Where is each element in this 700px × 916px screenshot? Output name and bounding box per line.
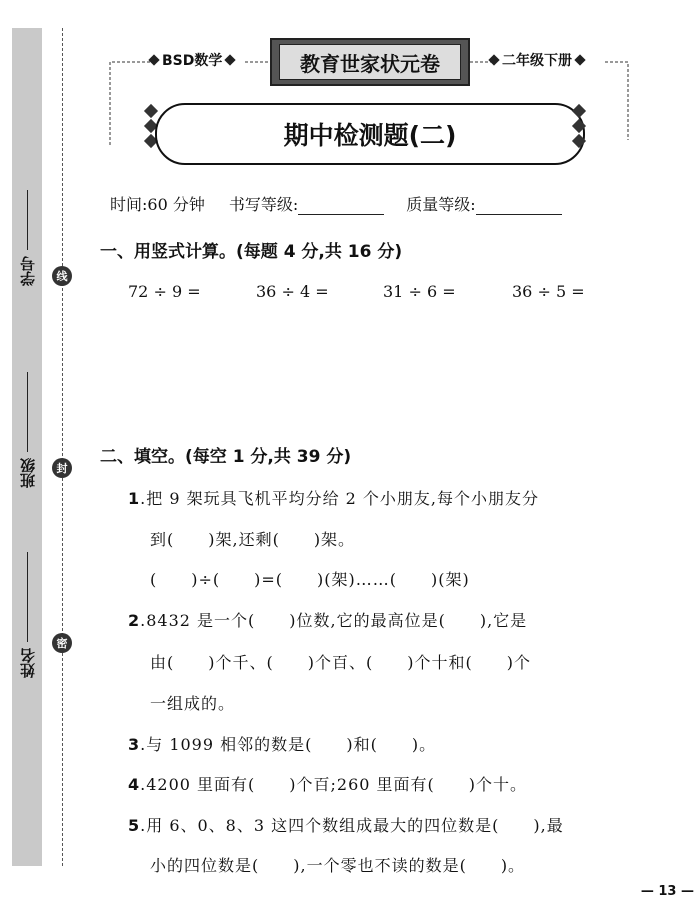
field-label: 班级 bbox=[18, 458, 37, 488]
question-2-line3: 一组成的。 bbox=[150, 694, 236, 713]
calc-problem: 36 ÷ 5 = bbox=[512, 282, 585, 301]
seal-line: 线 bbox=[52, 266, 72, 286]
calc-problem: 36 ÷ 4 = bbox=[256, 282, 329, 301]
question-text: .8432 是一个( )位数,它的最高位是( ),它是 bbox=[140, 611, 528, 630]
exam-title: 期中检测题(二) bbox=[155, 103, 585, 165]
question-5-line2: 小的四位数是( ),一个零也不读的数是( )。 bbox=[150, 856, 526, 875]
time-limit: 时间:60 分钟 bbox=[110, 195, 205, 214]
question-1-line1 bbox=[128, 486, 539, 509]
diamond-icon bbox=[574, 54, 585, 65]
header-connectors bbox=[0, 0, 700, 200]
question-2-line2: 由( )个千、( )个百、( )个十和( )个 bbox=[150, 653, 531, 672]
section1-title: 一、用竖式计算。(每题 4 分,共 16 分) bbox=[100, 242, 403, 262]
quality-grade-blank[interactable] bbox=[476, 196, 562, 215]
question-number: 3 bbox=[128, 735, 141, 754]
quality-grade-label: 质量等级: bbox=[406, 195, 476, 214]
page-number: — 13 — bbox=[640, 884, 694, 899]
side-field-class bbox=[12, 372, 42, 488]
diamond-icon bbox=[488, 54, 499, 65]
field-label: 姓名 bbox=[18, 648, 37, 678]
diamond-icon bbox=[572, 119, 586, 133]
right-diamond-stack bbox=[574, 106, 584, 146]
series-title-scroll bbox=[270, 38, 470, 86]
diamond-icon bbox=[225, 54, 236, 65]
question-3 bbox=[128, 732, 436, 755]
question-text: .与 1099 相邻的数是( )和( )。 bbox=[140, 735, 437, 754]
field-line bbox=[27, 372, 28, 452]
writing-grade-blank[interactable] bbox=[298, 196, 384, 215]
series-title: 教育世家状元卷 bbox=[279, 44, 461, 80]
question-number: 2 bbox=[128, 611, 141, 630]
question-text: .用 6、0、8、3 这四个数组成最大的四位数是( ),最 bbox=[140, 816, 564, 835]
subject-label: BSD数学 bbox=[162, 53, 223, 69]
question-text: .4200 里面有( )个百;260 里面有( )个十。 bbox=[140, 775, 528, 794]
side-field-name bbox=[12, 552, 42, 678]
seal-seal: 封 bbox=[52, 458, 72, 478]
diamond-icon bbox=[144, 104, 158, 118]
question-2-line1 bbox=[128, 608, 527, 631]
grade-tag bbox=[490, 50, 584, 70]
field-label: 学号 bbox=[18, 256, 37, 286]
calc-problem: 31 ÷ 6 = bbox=[383, 282, 456, 301]
question-number: 4 bbox=[128, 775, 141, 794]
question-number: 5 bbox=[128, 816, 141, 835]
diamond-icon bbox=[148, 54, 159, 65]
question-1-line2: 到( )架,还剩( )架。 bbox=[150, 530, 356, 549]
exam-meta bbox=[110, 192, 584, 215]
subject-tag bbox=[150, 50, 234, 70]
section2-title: 二、填空。(每空 1 分,共 39 分) bbox=[100, 447, 352, 467]
question-text: .把 9 架玩具飞机平均分给 2 个小朋友,每个小朋友分 bbox=[140, 489, 540, 508]
writing-grade-label: 书写等级: bbox=[228, 195, 299, 214]
diamond-icon bbox=[572, 104, 586, 118]
field-line bbox=[27, 552, 28, 642]
grade-label: 二年级下册 bbox=[502, 53, 572, 69]
question-4 bbox=[128, 772, 527, 795]
seal-secret: 密 bbox=[52, 633, 72, 653]
question-1-line3: ( )÷( )=( )(架)……( )(架) bbox=[150, 570, 470, 589]
side-field-student-id bbox=[12, 190, 42, 286]
diamond-icon bbox=[572, 134, 586, 148]
calc-problem: 72 ÷ 9 = bbox=[128, 282, 201, 301]
question-number: 1 bbox=[128, 489, 141, 508]
question-5-line1 bbox=[128, 813, 564, 836]
